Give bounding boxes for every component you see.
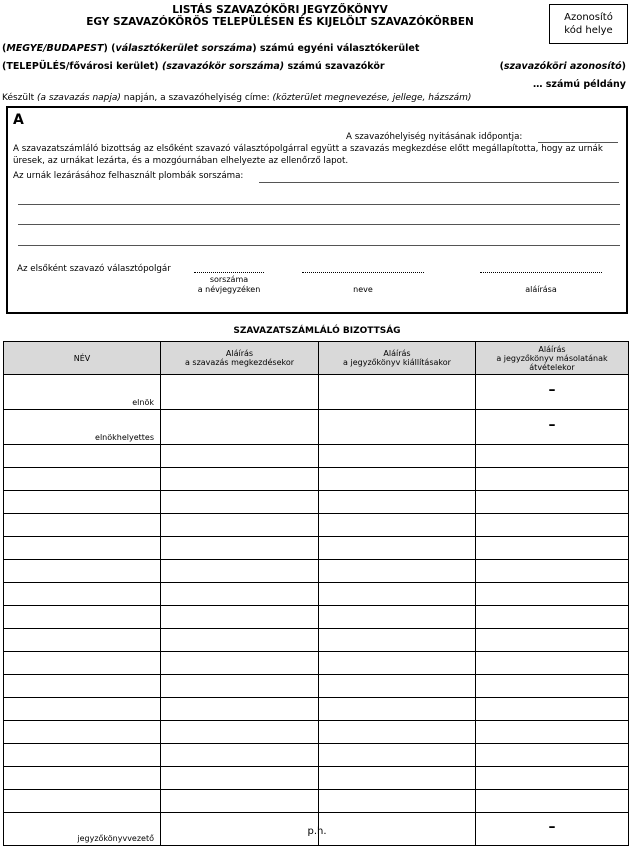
copy-signature-cell[interactable] bbox=[476, 491, 629, 514]
signature-cell[interactable] bbox=[161, 445, 319, 468]
copy-signature-cell[interactable] bbox=[476, 721, 629, 744]
name-cell[interactable] bbox=[4, 583, 161, 606]
name-cell[interactable] bbox=[4, 629, 161, 652]
table-row bbox=[4, 514, 629, 537]
signature-cell[interactable] bbox=[161, 652, 319, 675]
signature-cell[interactable] bbox=[319, 583, 476, 606]
district-number-placeholder: választókerület sorszáma bbox=[115, 43, 253, 54]
copy-signature-cell[interactable] bbox=[476, 583, 629, 606]
table-row bbox=[4, 410, 629, 445]
col-name-header: NÉV bbox=[4, 342, 161, 375]
col-sig-copy-header bbox=[476, 342, 629, 375]
dash-mark: – bbox=[548, 417, 556, 434]
col-sig-start-line2: a szavazás megkezdésekor bbox=[184, 358, 295, 367]
paragraph-line1: A szavazatszámláló bizottság az elsőként szavazó választópolgárral együtt a szavazás megkezdése előtt megállapította, hogy az urnák bbox=[13, 144, 603, 154]
signature-cell[interactable] bbox=[161, 606, 319, 629]
signature-cell[interactable] bbox=[161, 410, 319, 445]
dash-mark: – bbox=[548, 382, 556, 399]
name-cell[interactable] bbox=[4, 468, 161, 491]
signature-cell[interactable] bbox=[161, 491, 319, 514]
sub-name-label: neve bbox=[353, 285, 373, 294]
district-line bbox=[2, 43, 419, 55]
table-row bbox=[4, 375, 629, 410]
col-sig-issue-line2: a jegyzőkönyv kiállításakor bbox=[343, 358, 451, 367]
made-prefix: Készült bbox=[2, 93, 37, 103]
stamp-place-label: p.h. bbox=[307, 826, 327, 837]
signature-cell[interactable] bbox=[319, 606, 476, 629]
copy-signature-cell[interactable] bbox=[476, 629, 629, 652]
signature-cell[interactable] bbox=[319, 514, 476, 537]
signature-cell[interactable] bbox=[319, 375, 476, 410]
copy-signature-cell[interactable] bbox=[476, 606, 629, 629]
role-recorder: jegyzőkönyvvezető bbox=[77, 834, 154, 843]
signature-cell[interactable] bbox=[319, 652, 476, 675]
address-placeholder: (közterület megnevezése, jellege, házszám) bbox=[272, 93, 472, 103]
name-cell[interactable] bbox=[4, 790, 161, 813]
table-row bbox=[4, 491, 629, 514]
table-row bbox=[4, 675, 629, 698]
station-number-placeholder: (szavazókör sorszáma) bbox=[161, 61, 285, 72]
signature-cell[interactable] bbox=[161, 675, 319, 698]
seals-extra-line-1[interactable] bbox=[18, 204, 620, 205]
district-paren-open: ( bbox=[2, 43, 7, 54]
signature-cell[interactable] bbox=[161, 698, 319, 721]
signature-cell[interactable] bbox=[161, 744, 319, 767]
name-cell[interactable] bbox=[4, 606, 161, 629]
name-cell[interactable] bbox=[4, 767, 161, 790]
seals-label: Az urnák lezárásához felhasznált plombák sorszáma: bbox=[13, 171, 244, 181]
sub-number-label bbox=[184, 275, 274, 295]
copy-signature-cell[interactable] bbox=[476, 468, 629, 491]
table-row bbox=[4, 583, 629, 606]
table-row bbox=[4, 629, 629, 652]
signature-cell[interactable] bbox=[161, 537, 319, 560]
signature-cell[interactable] bbox=[161, 629, 319, 652]
signature-cell[interactable] bbox=[319, 491, 476, 514]
district-mid: ) ( bbox=[103, 43, 116, 54]
table-row bbox=[4, 790, 629, 813]
col-sig-start-header bbox=[161, 342, 319, 375]
signature-cell[interactable] bbox=[319, 675, 476, 698]
table-row bbox=[4, 537, 629, 560]
document-title-line2: EGY SZAVAZÓKÖRÖS TELEPÜLÉSEN ÉS KIJELÖLT SZAVAZÓKÖRBEN bbox=[86, 16, 474, 28]
station-id-close: ) bbox=[621, 61, 626, 72]
signature-cell[interactable] bbox=[319, 698, 476, 721]
col-sig-start-line1: Aláírás bbox=[225, 349, 254, 358]
signature-cell[interactable] bbox=[161, 721, 319, 744]
name-cell[interactable] bbox=[4, 675, 161, 698]
id-code-label-line1: Azonosító bbox=[564, 12, 613, 23]
signature-cell[interactable] bbox=[319, 560, 476, 583]
table-row bbox=[4, 606, 629, 629]
signature-cell[interactable] bbox=[319, 629, 476, 652]
signature-cell[interactable] bbox=[319, 767, 476, 790]
document-title-line1: LISTÁS SZAVAZÓKÖRI JEGYZŐKÖNYV bbox=[172, 4, 388, 16]
col-sig-copy-line3: átvételekor bbox=[529, 362, 575, 372]
settlement-placeholder: (TELEPÜLÉS/fővárosi kerület) bbox=[2, 61, 162, 72]
opening-time-field[interactable] bbox=[538, 142, 618, 143]
name-cell[interactable] bbox=[4, 491, 161, 514]
copy-signature-cell[interactable] bbox=[476, 514, 629, 537]
signature-cell[interactable] bbox=[319, 445, 476, 468]
name-cell[interactable] bbox=[4, 744, 161, 767]
col-sig-copy-line2: a jegyzőkönyv másolatának bbox=[496, 353, 608, 363]
seals-extra-line-2[interactable] bbox=[18, 224, 620, 225]
first-voter-signature-field[interactable] bbox=[480, 272, 602, 273]
section-a-letter: A bbox=[13, 112, 24, 128]
name-cell[interactable] bbox=[4, 514, 161, 537]
copy-signature-cell[interactable] bbox=[476, 675, 629, 698]
table-row bbox=[4, 721, 629, 744]
col-sig-copy-line1: Aláírás bbox=[538, 344, 566, 354]
committee-table bbox=[3, 341, 629, 846]
table-row bbox=[4, 744, 629, 767]
signature-cell[interactable] bbox=[161, 583, 319, 606]
name-cell[interactable] bbox=[4, 445, 161, 468]
name-cell[interactable] bbox=[4, 560, 161, 583]
signature-cell[interactable] bbox=[161, 560, 319, 583]
table-row bbox=[4, 698, 629, 721]
station-id-placeholder: szavazóköri azonosító bbox=[503, 61, 622, 72]
table-row bbox=[4, 767, 629, 790]
signature-cell[interactable] bbox=[319, 790, 476, 813]
sub-number-line2: a névjegyzéken bbox=[197, 285, 261, 294]
table-row bbox=[4, 445, 629, 468]
first-voter-number-field[interactable] bbox=[194, 272, 264, 273]
first-voter-label: Az elsőként szavazó választópolgár bbox=[17, 264, 171, 274]
sub-signature-label: aláírása bbox=[525, 285, 557, 294]
district-suffix: ) számú egyéni választókerület bbox=[252, 43, 420, 54]
copy-number-label: … számú példány bbox=[532, 79, 626, 90]
role-chair: elnök bbox=[132, 398, 154, 407]
signature-cell[interactable] bbox=[319, 744, 476, 767]
signature-cell[interactable] bbox=[161, 375, 319, 410]
copy-signature-cell[interactable] bbox=[476, 744, 629, 767]
signature-cell[interactable] bbox=[319, 721, 476, 744]
election-date-placeholder: (a szavazás napja) bbox=[37, 93, 121, 103]
copy-signature-cell bbox=[476, 375, 629, 410]
id-code-box bbox=[549, 4, 628, 44]
col-sig-issue-line1: Aláírás bbox=[383, 349, 411, 358]
signature-cell[interactable] bbox=[161, 514, 319, 537]
seals-field[interactable] bbox=[259, 182, 619, 183]
signature-cell[interactable] bbox=[161, 468, 319, 491]
name-cell[interactable] bbox=[4, 375, 161, 410]
signature-cell[interactable] bbox=[319, 410, 476, 445]
col-sig-issue-header bbox=[319, 342, 476, 375]
signature-cell[interactable] bbox=[319, 537, 476, 560]
station-id-line bbox=[500, 61, 626, 73]
committee-title: SZAVAZATSZÁMLÁLÓ BIZOTTSÁG bbox=[233, 326, 401, 336]
committee-header-row bbox=[4, 342, 629, 375]
made-on-line bbox=[2, 92, 471, 104]
signature-cell[interactable] bbox=[161, 767, 319, 790]
signature-cell[interactable] bbox=[161, 790, 319, 813]
first-voter-name-field[interactable] bbox=[302, 272, 424, 273]
copy-signature-cell[interactable] bbox=[476, 767, 629, 790]
copy-signature-cell[interactable] bbox=[476, 537, 629, 560]
name-cell[interactable] bbox=[4, 698, 161, 721]
paragraph-line2: üresek, az urnákat lezárta, és a mozgóurnában elhelyezte az ellenőrző lapot. bbox=[13, 156, 349, 166]
county-placeholder: MEGYE/BUDAPEST bbox=[6, 43, 104, 54]
sub-number-line1: sorszáma bbox=[209, 275, 249, 284]
seals-extra-line-3[interactable] bbox=[18, 245, 620, 246]
name-cell[interactable] bbox=[4, 652, 161, 675]
station-suffix: számú szavazókör bbox=[284, 61, 385, 72]
copy-signature-cell[interactable] bbox=[476, 790, 629, 813]
name-cell[interactable] bbox=[4, 537, 161, 560]
opening-time-label: A szavazóhelyiség nyitásának időpontja: bbox=[346, 132, 523, 142]
table-row bbox=[4, 468, 629, 491]
copy-signature-cell[interactable] bbox=[476, 698, 629, 721]
polling-station-line bbox=[2, 61, 385, 73]
address-label: napján, a szavazóhelyiség címe: bbox=[120, 93, 273, 103]
name-cell[interactable] bbox=[4, 721, 161, 744]
role-vice-chair: elnökhelyettes bbox=[95, 433, 154, 442]
copy-signature-cell bbox=[476, 410, 629, 445]
name-cell[interactable] bbox=[4, 410, 161, 445]
table-row bbox=[4, 652, 629, 675]
copy-signature-cell[interactable] bbox=[476, 560, 629, 583]
section-a-box bbox=[6, 106, 628, 314]
copy-signature-cell[interactable] bbox=[476, 652, 629, 675]
table-row bbox=[4, 560, 629, 583]
id-code-label-line2: kód helye bbox=[564, 25, 613, 36]
dash-mark: – bbox=[548, 819, 556, 836]
station-id-open: ( bbox=[499, 61, 504, 72]
copy-signature-cell[interactable] bbox=[476, 445, 629, 468]
signature-cell[interactable] bbox=[319, 468, 476, 491]
